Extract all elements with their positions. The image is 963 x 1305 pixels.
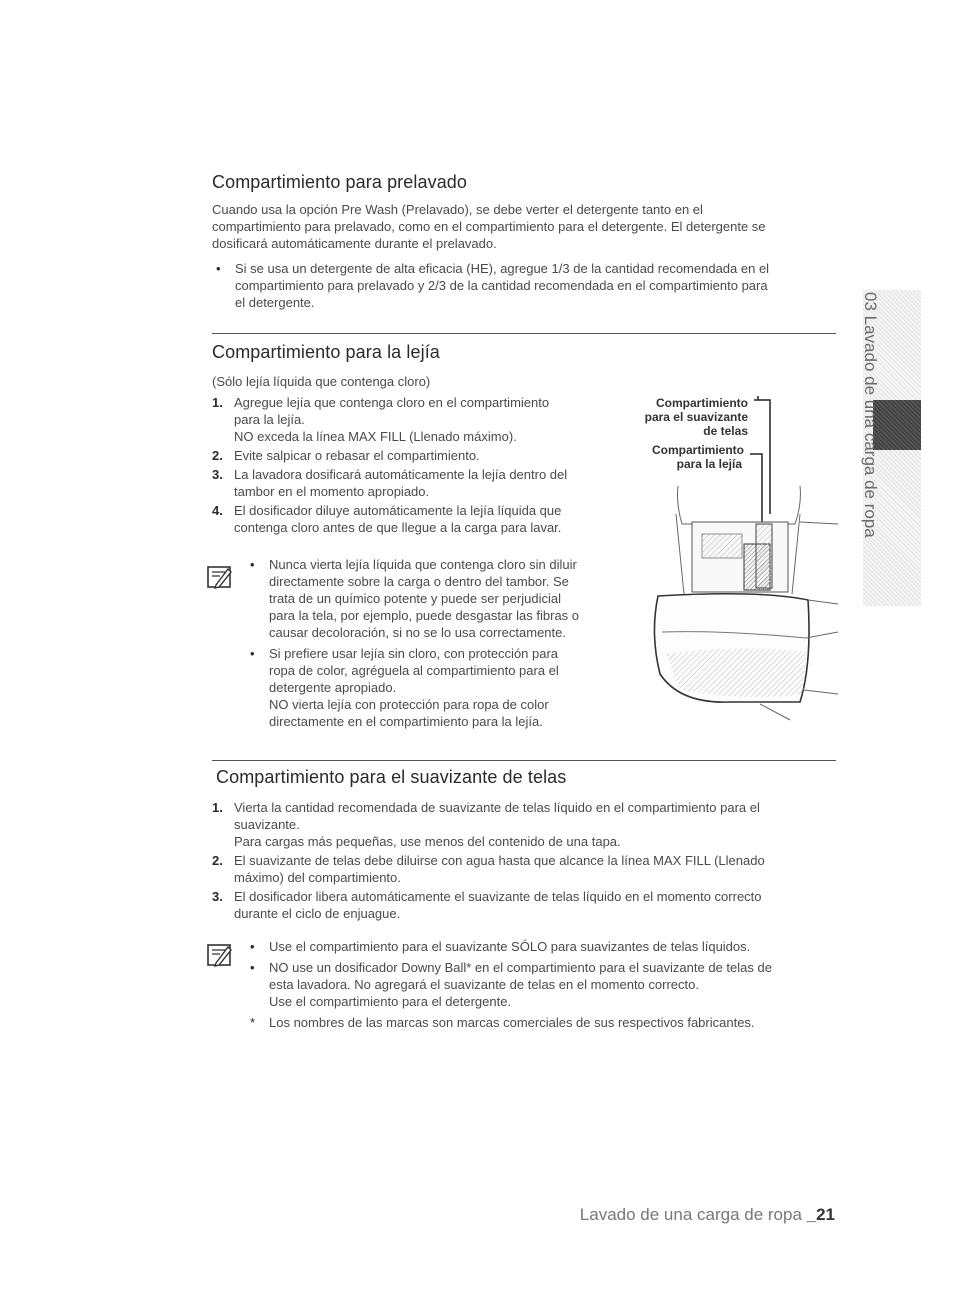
- note-line: directamente en el compartimiento para la lejía.: [269, 714, 543, 729]
- label-line: de telas: [703, 424, 748, 438]
- step-line: contenga cloro antes de que llegue a la carga para lavar.: [234, 520, 562, 535]
- bleach-heading: Compartimiento para la lejía: [212, 342, 440, 362]
- bullet-line: compartimiento para prelavado y 2/3 de la cantidad recomendada en el compartimiento para: [235, 278, 768, 293]
- note-line: Use el compartimiento para el suavizante SÓLO para suavizantes de telas líquidos.: [269, 939, 751, 954]
- bullet-icon: •: [216, 261, 221, 276]
- step-line: Evite salpicar o rebasar el compartimiento.: [234, 448, 480, 463]
- step-line: Vierta la cantidad recomendada de suavizante de telas líquido en el compartimiento para el: [234, 800, 760, 815]
- bullet-icon: •: [250, 960, 255, 975]
- prewash-line: dosificará automáticamente durante el prelavado.: [212, 236, 497, 251]
- chapter-tab-label: 03 Lavado de una carga de ropa: [861, 292, 880, 538]
- label-line: para el suavizante: [644, 410, 748, 424]
- step-number: 2.: [212, 853, 223, 868]
- page-number: _21: [806, 1205, 835, 1224]
- softener-note: [246, 959, 846, 1010]
- step-line: tambor en el momento apropiado.: [234, 484, 430, 499]
- bullet-line: Si se usa un detergente de alta eficacia (HE), agregue 1/3 de la cantidad recomendada en el: [235, 261, 770, 276]
- prewash-bullet-item: [212, 260, 852, 311]
- page-footer: [580, 1205, 835, 1225]
- softener-heading: Compartimiento para el suavizante de telas: [216, 767, 567, 787]
- step-number: 4.: [212, 503, 223, 518]
- bleach-note: [246, 556, 626, 641]
- step-line: El dosificador diluye automáticamente la lejía líquida que: [234, 503, 562, 518]
- softener-step: [212, 799, 842, 850]
- step-line: para la lejía.: [234, 412, 305, 427]
- note-icon: [206, 942, 234, 968]
- softener-note: [246, 938, 846, 955]
- prewash-heading: Compartimiento para prelavado: [212, 172, 468, 192]
- step-line: NO exceda la línea MAX FILL (Llenado máximo).: [234, 429, 517, 444]
- step-number: 3.: [212, 467, 223, 482]
- label-line: Compartimiento: [651, 443, 744, 457]
- bleach-steps: [212, 394, 632, 538]
- step-line: suavizante.: [234, 817, 300, 832]
- note-line: NO use un dosificador Downy Ball* en el compartimiento para el suavizante de telas de: [269, 960, 772, 975]
- note-icon: [206, 564, 234, 590]
- bullet-icon: •: [250, 646, 255, 661]
- softener-steps: [212, 799, 842, 924]
- note-line: esta lavadora. No agregará el suavizante de telas en el momento correcto.: [269, 977, 699, 992]
- label-line: Compartimiento: [655, 396, 748, 410]
- label-line: para la lejía: [676, 457, 742, 471]
- step-number: 1.: [212, 800, 223, 815]
- softener-step: [212, 852, 842, 886]
- chapter-side-tab: [863, 290, 921, 606]
- note-line: para la tela, por ejemplo, puede desgastar las fibras o: [269, 608, 580, 623]
- note-line: Si prefiere usar lejía sin cloro, con protección para: [269, 646, 559, 661]
- bullet-line: el detergente.: [235, 295, 315, 310]
- bleach-step: [212, 502, 632, 536]
- note-line: directamente sobre la carga o dentro del tambor. Se: [269, 574, 569, 589]
- prewash-bullets: [212, 260, 852, 313]
- note-line: NO vierta lejía con protección para ropa de color: [269, 697, 549, 712]
- dispenser-drawer-illustration: [640, 394, 840, 724]
- step-line: El suavizante de telas debe diluirse con agua hasta que alcance la línea MAX FILL (Llenado: [234, 853, 765, 868]
- bullet-icon: •: [250, 939, 255, 954]
- step-line: El dosificador libera automáticamente el suavizante de telas líquido en el momento correcto: [234, 889, 762, 904]
- note-line: detergente apropiado.: [269, 680, 397, 695]
- note-line: Los nombres de las marcas son marcas comerciales de sus respectivos fabricantes.: [269, 1015, 755, 1030]
- step-number: 2.: [212, 448, 223, 463]
- section-divider: [212, 333, 836, 334]
- step-line: La lavadora dosificará automáticamente la lejía dentro del: [234, 467, 568, 482]
- softener-step: [212, 888, 842, 922]
- prewash-paragraph: [212, 201, 852, 252]
- prewash-line: compartimiento para prelavado, como en el compartimiento para el detergente. El detergente se: [212, 219, 766, 234]
- step-number: 1.: [212, 395, 223, 410]
- step-number: 3.: [212, 889, 223, 904]
- note-line: causar decoloración, si no se lo usa correctamente.: [269, 625, 566, 640]
- step-line: durante el ciclo de enjuague.: [234, 906, 401, 921]
- softener-notes: [246, 938, 846, 1033]
- footer-title: Lavado de una carga de ropa: [579, 1205, 807, 1224]
- note-line: Use el compartimiento para el detergente.: [269, 994, 512, 1009]
- bleach-step: [212, 447, 632, 464]
- step-line: máximo) del compartimiento.: [234, 870, 401, 885]
- bleach-step: [212, 466, 632, 500]
- step-line: Para cargas más pequeñas, use menos del contenido de una tapa.: [234, 834, 621, 849]
- prewash-line: Cuando usa la opción Pre Wash (Prelavado), se debe verter el detergente tanto en el: [212, 202, 703, 217]
- note-line: Nunca vierta lejía líquida que contenga cloro sin diluir: [269, 557, 577, 572]
- bleach-subtitle: (Sólo lejía líquida que contenga cloro): [212, 374, 431, 389]
- note-line: trata de un químico potente y puede ser perjudicial: [269, 591, 561, 606]
- bleach-step: [212, 394, 632, 445]
- step-line: Agregue lejía que contenga cloro en el compartimiento: [234, 395, 550, 410]
- note-line: ropa de color, agréguela al compartimiento para el: [269, 663, 559, 678]
- bullet-icon: •: [250, 557, 255, 572]
- bleach-note: [246, 645, 626, 730]
- asterisk-marker: *: [250, 1015, 256, 1030]
- softener-note: [246, 1014, 846, 1031]
- section-divider: [212, 760, 836, 761]
- bleach-notes: [246, 556, 626, 732]
